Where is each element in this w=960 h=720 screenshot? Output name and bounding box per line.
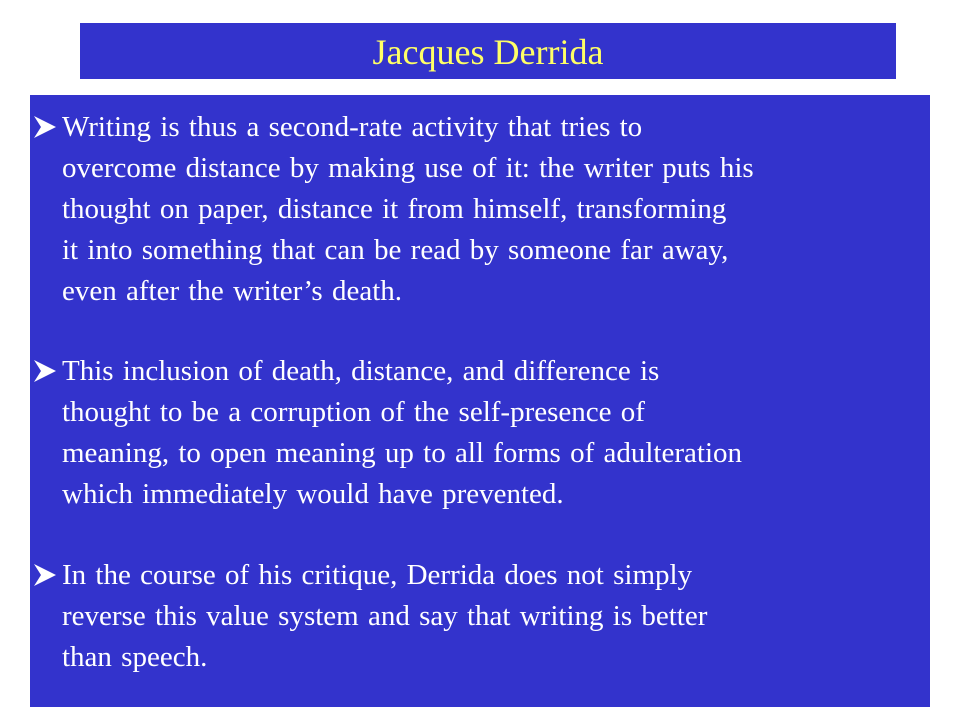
- arrowhead-bullet-icon: [30, 111, 60, 143]
- content-panel: [30, 95, 930, 707]
- bullet-text: This inclusion of death, distance, and difference is thought to be a corruption of the self-presence of meaning, to open meaning up to all forms of adulteration which immediately would have prevented.: [62, 355, 743, 510]
- arrowhead-bullet-icon: [30, 355, 60, 387]
- slide-title: Jacques Derrida: [372, 32, 604, 72]
- bullet-text: In the course of his critique, Derrida does not simply reverse this value system and say that writing is better than speech.: [62, 559, 708, 673]
- bullet-text: Writing is thus a second-rate activity that tries to overcome distance by making use of it: the writer puts his thought on paper, distance it from himself, transforming it into something that can be read by someone far away, even after the writer’s death.: [62, 111, 754, 307]
- title-bar: [80, 23, 896, 79]
- arrowhead-bullet-icon: [30, 559, 60, 591]
